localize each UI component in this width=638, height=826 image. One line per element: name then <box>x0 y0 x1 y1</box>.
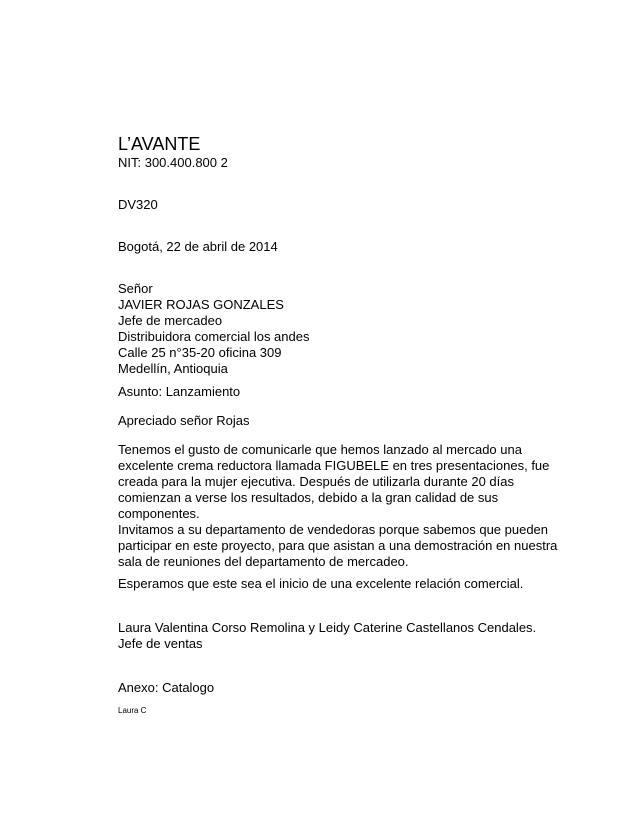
body-line: Invitamos a su departamento de vendedoras porque sabemos que pueden <box>118 522 549 537</box>
greeting: Apreciado señor Rojas <box>118 413 250 428</box>
recipient-name: JAVIER ROJAS GONZALES <box>118 297 284 312</box>
body-line: comienzan a verse los resultados, debido a la gran calidad de sus <box>118 490 499 505</box>
signature-role: Jefe de ventas <box>118 636 203 651</box>
body-line: participar en este proyecto, para que asistan a una demostración en nuestra <box>118 538 558 553</box>
company-name: L’AVANTE <box>118 134 201 154</box>
recipient-salutation: Señor <box>118 281 153 296</box>
reference-code: DV320 <box>118 197 158 212</box>
body-line: componentes. <box>118 506 200 521</box>
annex-line: Anexo: Catalogo <box>118 680 215 695</box>
typist-initials: Laura C <box>118 706 147 715</box>
place-date: Bogotá, 22 de abril de 2014 <box>118 239 278 254</box>
subject-line: Asunto: Lanzamiento <box>118 384 241 399</box>
recipient-title: Jefe de mercadeo <box>118 313 223 328</box>
recipient-city: Medellín, Antioquia <box>118 361 228 376</box>
body-line: Tenemos el gusto de comunicarle que hemos lanzado al mercado una <box>118 442 522 457</box>
body-line: excelente crema reductora llamada FIGUBELE en tres presentaciones, fue <box>118 458 550 473</box>
recipient-company: Distribuidora comercial los andes <box>118 329 310 344</box>
recipient-address: Calle 25 n°35-20 oficina 309 <box>118 345 282 360</box>
body-line: creada para la mujer ejecutiva. Después de utilizarla durante 20 días <box>118 474 515 489</box>
company-nit: NIT: 300.400.800 2 <box>118 155 228 170</box>
signature-names: Laura Valentina Corso Remolina y Leidy Caterine Castellanos Cendales. <box>118 620 537 635</box>
body-line: sala de reuniones del departamento de mercadeo. <box>118 554 409 569</box>
closing-line: Esperamos que este sea el inicio de una excelente relación comercial. <box>118 576 524 591</box>
